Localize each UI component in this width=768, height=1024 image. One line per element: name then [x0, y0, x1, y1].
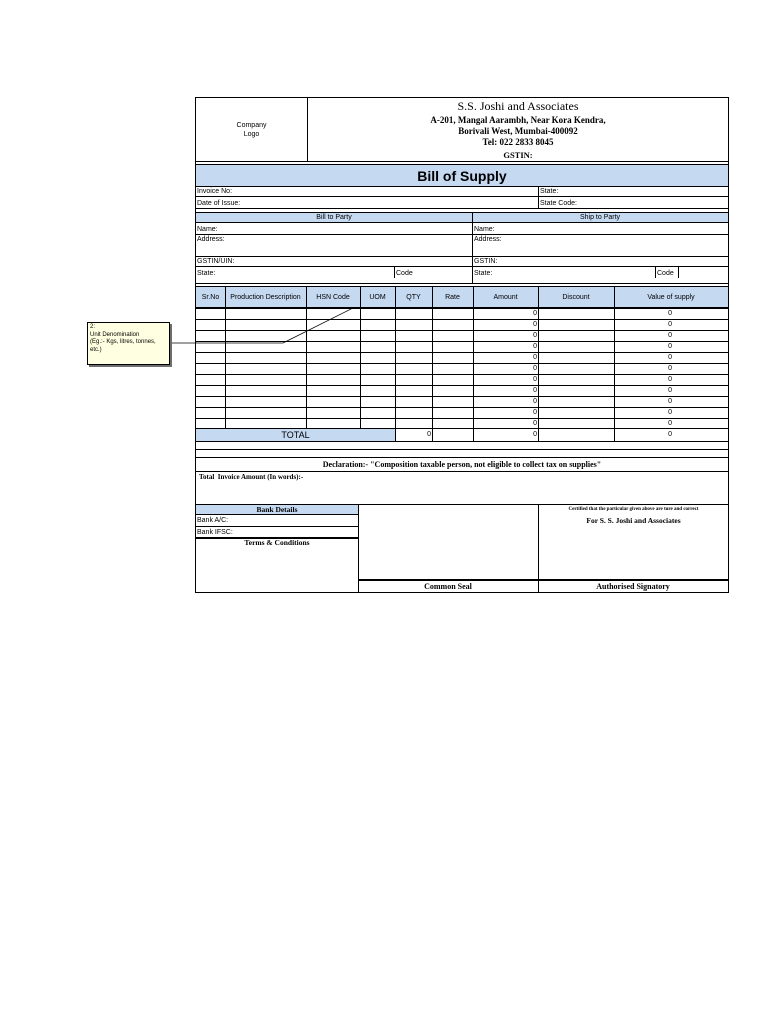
- column-header-value-of-supply: Value of supply: [647, 293, 695, 301]
- table-row: [196, 407, 728, 418]
- column-header-discount: Discount: [562, 293, 590, 301]
- bank-account-label: Bank A/C:: [197, 517, 229, 524]
- comment-number: 2:: [90, 324, 96, 330]
- ship-to-state-label: State:: [474, 270, 493, 277]
- column-header-rate: Rate: [445, 293, 460, 301]
- row-amount: 0: [533, 332, 537, 339]
- terms-and-conditions-heading: Terms & Conditions: [244, 538, 310, 547]
- column-header-sr-no: Sr.No: [201, 293, 220, 301]
- table-row: [196, 363, 728, 374]
- ship-to-address-label: Address:: [474, 236, 502, 243]
- authorised-signatory-label: Authorised Signatory: [596, 582, 670, 591]
- document-title-text: Bill of Supply: [417, 167, 507, 184]
- row-value-of-supply: 0: [668, 321, 672, 328]
- table-row: [196, 418, 728, 428]
- row-value-of-supply: 0: [668, 376, 672, 383]
- row-value-of-supply: 0: [668, 420, 672, 427]
- bill-to-gstin-label: GSTIN/UIN:: [197, 258, 235, 265]
- table-row: [196, 374, 728, 385]
- total-qty: 0: [427, 431, 431, 438]
- company-gstin: GSTIN:: [503, 150, 533, 160]
- document-title: [196, 164, 728, 187]
- table-row: [196, 308, 728, 319]
- row-amount: 0: [533, 398, 537, 405]
- row-value-of-supply: 0: [668, 398, 672, 405]
- row-amount: 0: [533, 387, 537, 394]
- row-value-of-supply: 0: [668, 365, 672, 372]
- cell-comment-note: [87, 322, 170, 365]
- total-label: TOTAL: [281, 429, 310, 440]
- total-in-words-label: Total Invoice Amount (In words):-: [199, 473, 304, 481]
- bill-to-code-label: Code: [396, 270, 413, 277]
- row-amount: 0: [533, 343, 537, 350]
- comment-title: Unit Denomination: [90, 331, 140, 338]
- row-value-of-supply: 0: [668, 332, 672, 339]
- column-header-uom: UOM: [369, 293, 386, 301]
- row-amount: 0: [533, 321, 537, 328]
- bill-to-state-label: State:: [197, 270, 216, 277]
- company-name: S.S. Joshi and Associates: [457, 99, 579, 113]
- company-address-line1: A-201, Mangal Aarambh, Near Kora Kendra,: [430, 115, 606, 125]
- date-of-issue-label: Date of Issue:: [197, 200, 241, 207]
- column-header-production-description: Production Description: [230, 293, 301, 301]
- row-amount: 0: [533, 409, 537, 416]
- row-value-of-supply: 0: [668, 310, 672, 317]
- state-code-label: State Code:: [540, 200, 577, 207]
- total-value-of-supply: 0: [668, 431, 672, 438]
- row-value-of-supply: 0: [668, 343, 672, 350]
- ship-to-name-label: Name:: [474, 226, 495, 233]
- common-seal-label: Common Seal: [424, 582, 472, 591]
- bill-to-party-heading: Bill to Party: [316, 214, 352, 221]
- bill-to-address-label: Address:: [197, 236, 225, 243]
- table-row: [196, 330, 728, 341]
- ship-to-code-label: Code: [657, 270, 674, 277]
- bill-to-name-label: Name:: [197, 226, 218, 233]
- row-amount: 0: [533, 420, 537, 427]
- bill-of-supply-form: [195, 97, 729, 593]
- ship-to-party-heading: Ship to Party: [579, 214, 621, 221]
- row-amount: 0: [533, 354, 537, 361]
- row-amount: 0: [533, 376, 537, 383]
- row-amount: 0: [533, 365, 537, 372]
- table-row: [196, 319, 728, 330]
- column-header-qty: QTY: [406, 293, 421, 301]
- column-header-amount: Amount: [493, 293, 518, 301]
- company-telephone: Tel: 022 2833 8045: [482, 137, 554, 147]
- invoice-no-label: Invoice No:: [197, 188, 233, 195]
- invoice-state-label: State:: [540, 188, 559, 195]
- table-row: [196, 396, 728, 407]
- row-value-of-supply: 0: [668, 409, 672, 416]
- total-amount: 0: [533, 431, 537, 438]
- table-row: [196, 352, 728, 363]
- certification-text: Certified that the particular given above are ture and correct: [568, 507, 699, 512]
- row-value-of-supply: 0: [668, 387, 672, 394]
- table-row: [196, 385, 728, 396]
- row-amount: 0: [533, 310, 537, 317]
- company-logo-placeholder: Company Logo: [236, 121, 267, 138]
- bank-details-heading: Bank Details: [196, 505, 358, 514]
- bank-ifsc-label: Bank IFSC:: [197, 529, 233, 536]
- column-header-hsn-code: HSN Code: [316, 293, 350, 301]
- company-address-line2: Borivali West, Mumbai-400092: [458, 126, 578, 136]
- declaration-text: Declaration:- "Composition taxable person, not eligible to collect tax on supplies": [322, 460, 602, 469]
- for-company-text: For S. S. Joshi and Associates: [586, 516, 681, 525]
- table-row: [196, 341, 728, 352]
- comment-example: (Eg.:- Kgs, litres, tonnes, etc.): [90, 339, 156, 353]
- row-value-of-supply: 0: [668, 354, 672, 361]
- ship-to-gstin-label: GSTIN:: [474, 258, 498, 265]
